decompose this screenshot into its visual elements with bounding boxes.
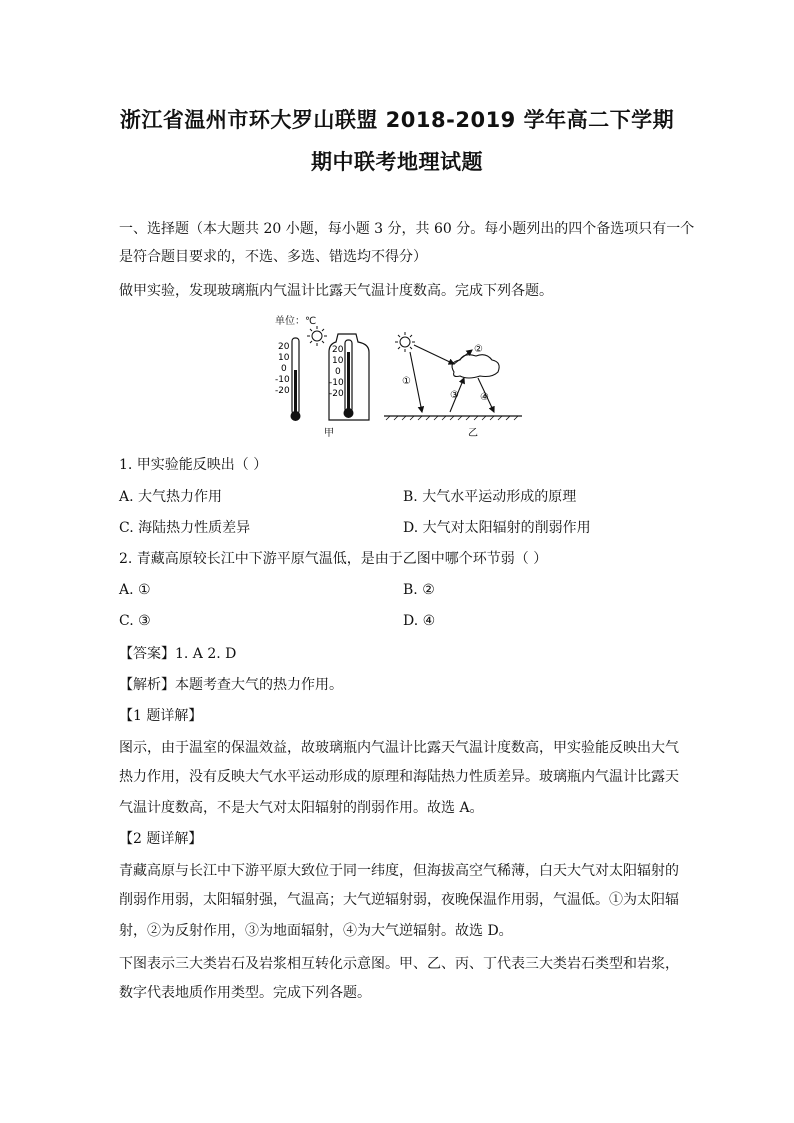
- q1-option-c: C. 海陆热力性质差异: [119, 520, 251, 536]
- detail1-line3: 气温计度数高，不是大气对太阳辐射的削弱作用。故选 A。: [119, 800, 484, 816]
- cloud-icon: [452, 355, 499, 378]
- q2-option-b: B. ②: [403, 582, 435, 598]
- glass-bottle: [329, 334, 369, 420]
- detail2-title: 【2 题详解】: [119, 831, 203, 847]
- unit-label: 单位：℃: [275, 316, 317, 327]
- section-heading-line2: 是符合题目要求的，不选、多选、错选均不得分）: [119, 249, 427, 265]
- detail2-line1: 青藏高原与长江中下游平原大致位于同一纬度，但海拔高空气稀薄，白天大气对太阳辐射的: [119, 863, 679, 879]
- next-intro-line2: 数字代表地质作用类型。完成下列各题。: [119, 985, 371, 1001]
- experiment-figure: [272, 312, 524, 442]
- sun-icon: [307, 326, 327, 346]
- exam-title-line2: 期中联考地理试题: [311, 150, 483, 174]
- q1-option-a: A. 大气热力作用: [119, 489, 223, 505]
- q1-option-b: B. 大气水平运动形成的原理: [403, 489, 577, 505]
- thermo-left-tick-0: 0: [281, 364, 287, 374]
- q1-stem: 1. 甲实验能反映出（ ）: [119, 457, 268, 473]
- q2-option-a: A. ①: [119, 582, 151, 598]
- analysis-line: 【解析】本题考查大气的热力作用。: [119, 677, 343, 693]
- q2-stem: 2. 青藏高原较长江中下游平原气温低，是由于乙图中哪个环节弱（ ）: [119, 551, 548, 567]
- thermo-left-tick-20: 20: [278, 342, 290, 352]
- detail1-title: 【1 题详解】: [119, 708, 203, 724]
- thermo-left-tick-m20: -20: [275, 386, 290, 396]
- thermo-right-tick-0: 0: [335, 367, 341, 377]
- question-intro: 做甲实验，发现玻璃瓶内气温计比露天气温计度数高。完成下列各题。: [119, 283, 553, 299]
- arrow-label-3: ③: [450, 390, 459, 401]
- next-intro-line1: 下图表示三大类岩石及岩浆相互转化示意图。甲、乙、丙、丁代表三大类岩石类型和岩浆，: [119, 956, 679, 972]
- q1-option-d: D. 大气对太阳辐射的削弱作用: [403, 520, 591, 536]
- thermo-right-tick-m20: -20: [329, 389, 344, 399]
- sun-icon: [395, 332, 415, 352]
- detail1-line1: 图示，由于温室的保温效益，故玻璃瓶内气温计比露天气温计度数高，甲实验能反映出大气: [119, 740, 679, 756]
- experiment-diagram: [272, 312, 524, 442]
- label-jia: 甲: [324, 428, 334, 439]
- q2-option-d: D. ④: [403, 613, 436, 629]
- detail1-line2: 热力作用，没有反映大气水平运动形成的原理和海陆热力性质差异。玻璃瓶内气温计比露天: [119, 769, 679, 785]
- answer-line: 【答案】1. A 2. D: [119, 646, 237, 662]
- exam-title-line1: 浙江省温州市环大罗山联盟 2018-2019 学年高二下学期: [119, 108, 675, 132]
- detail2-line3: 射，②为反射作用，③为地面辐射，④为大气逆辐射。故选 D。: [119, 923, 513, 939]
- detail2-line2: 削弱作用弱，太阳辐射强，气温高；大气逆辐射弱，夜晚保温作用弱，气温低。①为太阳辐: [119, 892, 679, 908]
- arrow-label-1: ①: [402, 376, 411, 387]
- arrow-label-4: ④: [480, 392, 489, 403]
- thermo-right-tick-20: 20: [332, 345, 344, 355]
- label-yi: 乙: [468, 428, 478, 439]
- thermo-right-tick-m10: -10: [329, 378, 344, 388]
- thermo-left-tick-m10: -10: [275, 375, 290, 385]
- section-heading-line1: 一、选择题（本大题共 20 小题，每小题 3 分，共 60 分。每小题列出的四个备选项只有一个: [119, 221, 695, 237]
- outdoor-thermometer: [275, 338, 301, 421]
- thermo-left-tick-10: 10: [278, 353, 290, 363]
- q2-option-c: C. ③: [119, 613, 151, 629]
- thermo-right-tick-10: 10: [332, 356, 344, 366]
- arrow-label-2: ②: [474, 344, 483, 355]
